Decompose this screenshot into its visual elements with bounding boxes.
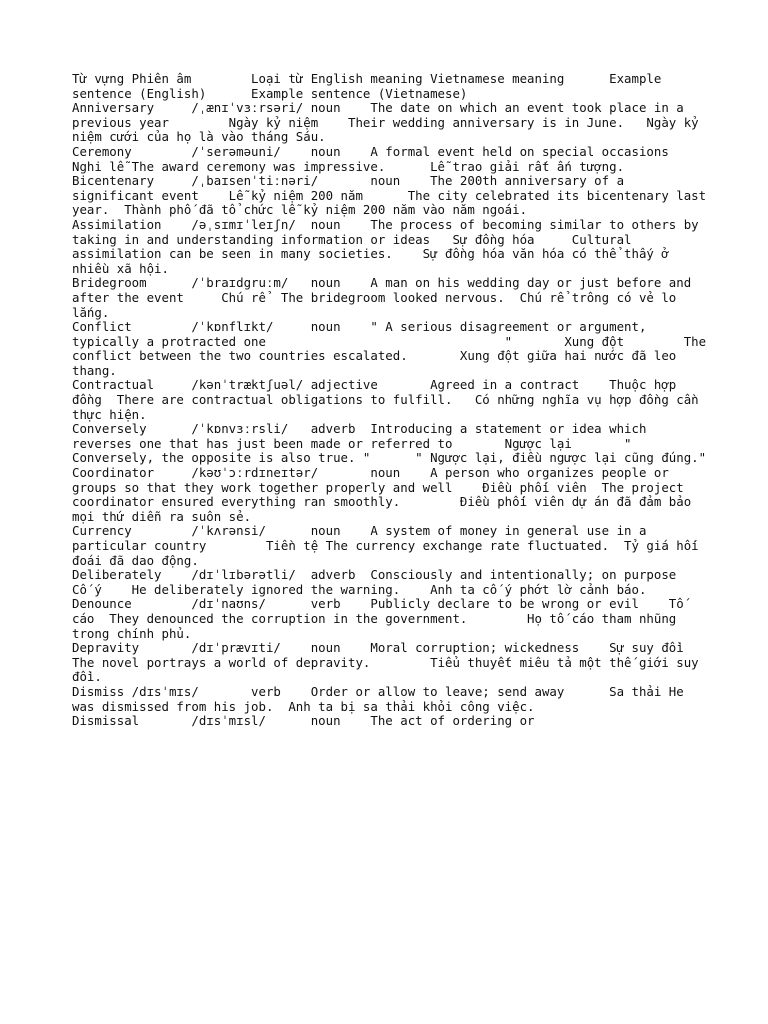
vocab-row: Deliberately /dɪˈlɪbərətli/ adverb Consciously and intentionally; on purpose Cố ý He deliberately ignored the warning. Anh ta cố ý phớt lờ cảnh báo. (72, 567, 729, 597)
vocab-row: Denounce /dɪˈnaʊns/ verb Publicly declare to be wrong or evil Tố cáo They denounced the corruption in the government. Họ tố cáo tham nhũng trong chính phủ. (72, 596, 692, 641)
vocab-row: Bridegroom /ˈbraɪdgruːm/ noun A man on his wedding day or just before and after the event Chú rể The bridegroom looked nervous. Chú rể trông có vẻ lo lắng. (72, 275, 699, 320)
vocab-row: Conflict /ˈkɒnflɪkt/ noun " A serious disagreement or argument, typically a protracted one " Xung đột The conflict between the two countries escalated. Xung đột giữa hai nước đã leo thang. (72, 319, 714, 378)
vocab-row: Bicentenary /ˌbaɪsenˈtiːnəri/ noun The 200th anniversary of a significant event Lễ kỷ niệm 200 năm The city celebrated its bicentenary last year. Thành phố đã tổ chức lễ kỷ niệm 200 năm vào năm ngoái. (72, 173, 714, 218)
vocab-row: Depravity /dɪˈprævɪti/ noun Moral corruption; wickedness Sự suy đồi The novel portrays a world of depravity. Tiểu thuyết miêu tả một thế giới suy đồi. (72, 640, 729, 685)
vocab-row: Ceremony /ˈserəməuni/ noun A formal event held on special occasions Nghi lễ The award ceremony was impressive. Lễ trao giải rất ấn tượng. (72, 143, 729, 174)
vocab-row: Dismissal /dɪsˈmɪsl/ noun The act of ordering or (72, 713, 535, 729)
header-row: Từ vựng Phiên âm Loại từ English meaning Vietnamese meaning Example sentence (English) Example sentence (Vietnamese) (72, 71, 669, 101)
vocab-row: Coordinator /kəʊˈɔːrdɪneɪtər/ noun A person who organizes people or groups so that they work together properly and well Điều phối viên The project coordinator ensured everything ran smoothly. Điều phối viên dự án đã đảm bảo mọi thứ diễn ra suôn sẻ. (72, 465, 699, 524)
vocab-row: Dismiss /dɪsˈmɪs/ verb Order or allow to leave; send away Sa thải He was dismissed from his job. Anh ta bị sa thải khỏi công việc. (72, 683, 692, 714)
vocab-row: Contractual /kənˈtræktʃuəl/ adjective Agreed in a contract Thuộc hợp đồng There are contractual obligations to fulfill. Có những nghĩa vụ hợp đồng cần thực hiện. (72, 377, 707, 422)
document-body (72, 71, 729, 952)
vocab-row: Anniversary /ˌænɪˈvɜːrsəri/ noun The date on which an event took place in a previous year Ngày kỷ niệm Their wedding anniversary is in June. Ngày kỷ niệm cưới của họ là vào tháng Sáu. (72, 100, 707, 145)
vocab-row: Currency /ˈkʌrənsi/ noun A system of money in general use in a particular country Tiền tệ The currency exchange rate fluctuated. Tỷ giá hối đoái đã dao động. (72, 523, 707, 568)
vocab-row: Assimilation /əˌsɪmɪˈleɪʃn/ noun The process of becoming similar to others by taking in and understanding information or ideas Sự đồng hóa Cultural assimilation can be seen in many societies. Sự đồng hóa văn hóa có thể thấy ở nhiều xã hội. (72, 216, 707, 276)
vocab-row: Conversely /ˈkɒnvɜːrsli/ adverb Introducing a statement or idea which reverses one that has just been made or referred to Ngược lại " Conversely, the opposite is also true. " " Ngược lại, điều ngược lại cũng đúng." (72, 421, 707, 466)
